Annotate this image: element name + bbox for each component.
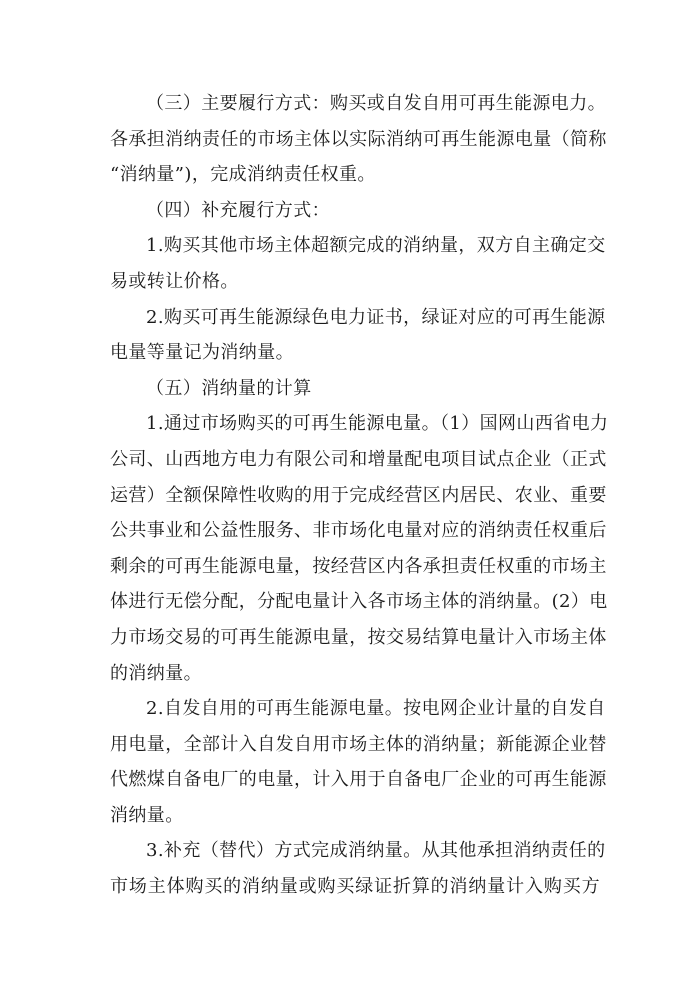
text-line-20: 代燃煤自备电厂的电量，计入用于自备电厂企业的可再生能源 (110, 769, 607, 791)
text-line-23: 市场主体购买的消纳量或购买绿证折算的消纳量计入购买方 (110, 876, 600, 898)
text-line-2: 各承担消纳责任的市场主体以实际消纳可再生能源电量（简称 (110, 128, 607, 150)
text-line-10: 1.通过市场购买的可再生能源电量。（1）国网山西省电力 (146, 413, 609, 435)
text-line-13: 公共事业和公益性服务、非市场化电量对应的消纳责任权重后 (110, 520, 607, 542)
text-line-8: 电量等量记为消纳量。 (110, 342, 294, 364)
text-line-5: 1.购买其他市场主体超额完成的消纳量，双方自主确定交 (146, 235, 606, 257)
text-line-17: 的消纳量。 (110, 662, 202, 684)
text-line-22: 3.补充（替代）方式完成消纳量。从其他承担消纳责任的 (146, 840, 606, 862)
text-line-11: 公司、山西地方电力有限公司和增量配电项目试点企业（正式 (110, 448, 607, 470)
document-body (110, 86, 609, 905)
text-line-21: 消纳量。 (110, 804, 184, 826)
text-line-16: 力市场交易的可再生能源电量，按交易结算电量计入市场主体 (110, 626, 607, 648)
text-line-15: 体进行无偿分配，分配电量计入各市场主体的消纳量。(2）电 (110, 591, 608, 613)
text-line-9: （五）消纳量的计算 (146, 377, 312, 399)
text-line-3: “消纳量”)，完成消纳责任权重。 (110, 164, 376, 186)
text-line-1: （三）主要履行方式：购买或自发自用可再生能源电力。 (146, 93, 606, 114)
text-line-14: 剩余的可再生能源电量，按经营区内各承担责任权重的市场主 (110, 555, 607, 577)
text-line-19: 用电量，全部计入自发自用市场主体的消纳量；新能源企业替 (110, 733, 607, 755)
text-line-7: 2.购买可再生能源绿色电力证书，绿证对应的可再生能源 (146, 306, 606, 328)
text-line-4: （四）补充履行方式： (146, 199, 330, 221)
text-line-12: 运营）全额保障性收购的用于完成经营区内居民、农业、重要 (110, 484, 607, 506)
text-line-18: 2.自发自用的可再生能源电量。按电网企业计量的自发自 (146, 698, 606, 720)
text-line-6: 易或转让价格。 (110, 270, 239, 292)
